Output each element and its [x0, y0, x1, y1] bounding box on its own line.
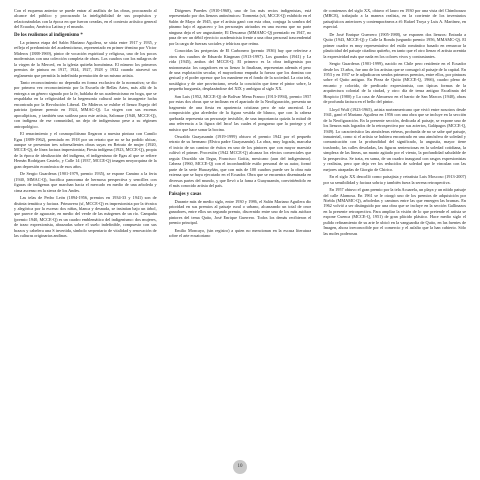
paragraph: Las telas de Pedro León (1894-1956, premios en 1934-33 y 1941) son de distinta temática y factura. Primavera (sf, MCCE-Q) es impresionista por la técnica y alegórica por la escena: dos niñas, blanca y desnuda, se insinúan bajo un árbol, que parece de aguacate, en medio del verde de las márgenes de un río. Campaña (premio 1940, MCCE-Q) es un cuadro emblemático del indigenismo: dos mujeres, de trazo expresionista, abrazadas sobre el suelo indefinible, compuesto con sus brazos y cabelera una S invertida, símbolo serpentario de vitalidad y renovación de las culturas originarias andinas. [14, 195, 157, 239]
section-heading: Paisajes y casas [168, 191, 202, 197]
column-3 [323, 8, 466, 460]
paragraph: Conocidas las peripecias de El Carbonero (premio 1936) hay que referirse a otros dos cuadros de Eduardo Kingman (1913-1997). Los guandos (1941) y La vida (1945), ambos del MCCE-Q. El primero es la obra indigenista por antonomasia: los cargadores en su lienzo lo finalizan, representan además el peso de una explotación secular, el mayordomo empuña la fuerza que los domina con gestual y el poder opresor que los mantiene en el fondo de la sociedad. La otra tela, nostálgica y de aire provinciano, revela la concisión que tiene el pintor sobre, la pequeña burguesía, desplazándose del XIX y ambigua al siglo XX. [168, 48, 312, 92]
paragraph: En 1957 obtuvo el gran premio por la tela Acuarela, un playa y un nítido paisaje del calle Alamosa. En 1961 se le otorgó uno de los premios de adquisición por Niebla (MMAMC-Q), arboledas y caminos entre las que emergen las brumas. En 1962 volvió a ser distinguido por una obra que se incluye en la sección Gallinazos en la presente retrospectiva. Para ampliar la visión de lo que pretende el artista se expone Cuenca (MCCE-Q, 1951) de gran plácido plástico. Hace medio siglo el pulido refinamiento de su arte le ubicó en la vanguardia de Quito, en las fuentes de Imagen, ahora irreconocible por el comercio y el asfalto que la han cubierto. Sólo las moles poderosas [323, 187, 467, 236]
paragraph: En el siglo XX descolló como paisajista y retratista Luis Moscoso (1913-2007) por su sensibilidad y factura sobria y también fuera la serena retrospectiva. [323, 174, 467, 185]
paragraph: La primera etapa del Salón Mariano Aguilera, se sitúa entre 1917 y 1935, y refleja el predominio del academicismo, representado en primer término por Víctor Mideros (1888-1969), pintor de vocación espiritual y religiosa, uno de los pocos modernistas con una colección completa de obras. Los cuadros con los milagros de la virgen de la Merced, en la iglesia quiteña homónima. El número los primeros premios de pintura en 1917, 1924, 1927, 1928 y 1932 cuando atravesó un reglamento que permitía la indefinida premiación de un mismo artista. [14, 39, 157, 78]
paragraph: Lloyd Wulf (1923-1965), artista norteamericano que vivió entre nosotros desde 1941, ganó el Mariano Aguilera en 1956 con una obra que se incluye en la sección de la Neofiguración. En la presente sección, dedicada al paisaje, se expone uno de los lienzos más logrados de la retrospectiva por sus aciertos, Galápagos (MCCE-Q, 1949). Lo característico las atmósferas etéreas, profunda de no se sabe qué paisaje, inmaterial, como si el artista se hubiera encontrado en una atmósfera de soledad y comunicación con la profundidad del significado, la angustia, mayor tiene trasfondo, las calles desoladas, las figuras sentenciosas en la soledad cotidiana, la simpleza de las líneas, un manto agitado por el viento, la profundidad saludable de la perspectiva. Se trata, en suma, de un cuadro inaugural con rasgos expresionistas y realistas, pero que deja ver los reducidos de soledad que le vinculan con las mejores atrapadas de Giorgio de Chirico. [323, 106, 467, 172]
paragraph: Oswaldo Guayasamín (1919-1999) obtuvo el premio 1942 por el pequeño retrato de su hermano (Elvira padre Guayasamín). La obra, muy lograda, marcaba el inicio de un camino de éxitos en uno de los pintores que con mayor maestría cultivó el primer. Procesión (1942 MCCE-Q) alcanza los efectos comerciales que seguía Oswaldo sin llegar, Francisco Goitia, mexicano (aun del indigenismo). Cabeza (1960, MCCE-Q) con el inconfundible estilo personal de su autor, formó parte de la serie Huacayñán, que con más de 100 cuadros puede ser la obra más extensa que se haya ejecutado en el Ecuador. Obra que se encuentra diseminada en diversas partes del mundo, y que llevó a la fama a Guayasamín, convirtiéndolo en el más conocido artista del país. [168, 133, 312, 189]
column-1 [14, 8, 157, 460]
paragraph: Diógenes Paredes (1910-1968), uno de los más recios indigenistas, está representado por dos lienzos antinómicos: Tormenta (s/f, MCCE-Q) exhibido en el Salón de Mayo de 1945, que el artista ganó con esta obra, conjuga la sombra del páramo bajo el aguacero y los personajes atrirados en una escena que no parte ninguna deja el ser angustiante; El Descanso (MMAMC-Q) premiado en 1947, no pasa de ser un débil ejercicio academicista frente a una obra personal trascendental por la carga de fuerzas sociales y telúricas que reúna. [168, 8, 312, 46]
paragraph: Emilio Moncayo, (sin registro) a quien no mencionan en la escasa literatura sobre el arte ecuatoriano [168, 227, 312, 239]
column-2 [169, 8, 312, 460]
paragraph: San Luis (1952, MCCE-Q) de Bolívar Mena Franco (1913-1994), premio 1957 por estas dos obras que se inclinan en el apartado de la Neofiguración, presenta un fragmento de una fiesta en apariencia cristiana pero de raíz ancestral. La composición gira alrededor de la figura vestida de blanco, que con la cabeza quebrada representa un personaje invisible, de una importancia quizás la mitad de una referencia a la figura del Inca! las cuales el pongueao que la protege y el músico que hace sonar la bocina. [168, 93, 312, 132]
page-number: 10 [233, 460, 247, 474]
paragraph: Durante más de medio siglo, entre 1930 y 1986, el Salón Mariano Aguilera dio prioridad en sus premios al paisaje rural o urbano, alcanzando un total de once ganadores, entre ellos un segundo premio, discernido entre uno de los más asiduos pintores del tema Quito, José Enrique Guerrero. Todos los demás recibieron el premio principal. [168, 198, 312, 226]
paragraph: De Sergio Guarderas (1901-1979, premio 1935), se expone Camino a la feria (1940, MMAC-Q), bucólica panorama de hermosa perspectiva y sencillez con figuras de indígenas que marchan hacia el mercado en medio de una arboleda y cima ascenso en la sierra de los Andes. [14, 171, 157, 193]
paragraph: Sergio Guarderas (1901-1999), nacido en Chile pero residente en el Ecuador desde los 13 años, fue uno de los artistas que se consagró al paisaje de la capital. En 1953 y en 1937 se le adjudicaron sendos primeros premios, entre ellos, por pinturas sobre el Quito antiguo. En Pieza de Quito (MCCE-Q, 1966), cuadro pleno de encanto y colorido, de predicado expresionista, con típicas formas de la arquitectura colonial de la ciudad, y otro: día de tensa antiguo Escalinata del Hospicio (1980) y La casa de Almuerzo en el barrio de San Marcos (1940), obras de profunda factura en el bello del pintor. [323, 61, 467, 105]
section-heading: De los realismos al indigenismo * [14, 32, 83, 38]
paragraph: De José Enrique Guerrero (1905-1988), se exponen dos lienzos: Entrada a Quito (1943, MCCE-Q) y Calle la Ronda (segundo premio 1956, MMAMC-Q). El primer cuadro es muy representativo del estilo romántico basado en remarcar la plasticidad del paisaje citadino quiteño, en tanto que el otro lienzo el artista acentúa la expresividad más que nada en los colores vivos y contrastantes. [323, 31, 467, 59]
text-columns [14, 8, 466, 460]
paragraph: Tanto reconocimiento no dependía en forma exclusiva de la normativa; se dio por primera vez reconocimiento por la Escuela de Bellas Artes, más allá de la entrega a un género signado por la fe, hablaba de un academicismo en boga, que se respaldaba en la religiosidad de la hegemonía cultural ante la insurgente lucha encontrada por la Revolución Liberal. De Mideros se exhibe el lienzo Espejo del patriota (primer premio en 1924, MMAC-Q). La virgen con sus escenas apocalípticas, y también una sutileza para este artista, Salomae (1940, MCCE-Q), con indígena de ese comunidad, un dejo de indigenismo pese a su régimen antropológico. [14, 79, 157, 129]
paragraph: de comienzos del siglo XX, obtuvo el lauro en 1930 por una vista del Chimborazo (MBCE), trabajado a la manera realista, en la corriente de los inventarios paisajísticos anteriores y contemporáneos a él: Rafael Troya y Luis A. Martínez, en especial. [323, 8, 467, 30]
paragraph: Con el esquema anterior se puede entrar al análisis de las obras, procurando al alcance del público y procurando la inteligibilidad de sus propósitos y relacionándolas con la época en que fueron creadas, en el contexto artístico general del Ecuador, América Latina y el mundo. [14, 8, 157, 30]
paragraph: El renacimiento y el cosmopolitismo llegaron a nuestra pintura con Camilo Egas (1889-1962), premiado en 1918 por un retrato que no se ha podido ubicar, aunque se presentan tres sobresalientes obras suyas en Retrato de mujer (1920, MCCE-Q), de línea factura impresionista; Fiesta indígena (1923, MCCE-Q), propia de la época de idealización del indígena, el indigenismo de Egas al que se refiere Hernán Rodríguez Castelo, y Calle 14 (1937, MCCE-Q) imagen neoyorquina de la gran depresión económica de esos años. [14, 131, 157, 169]
